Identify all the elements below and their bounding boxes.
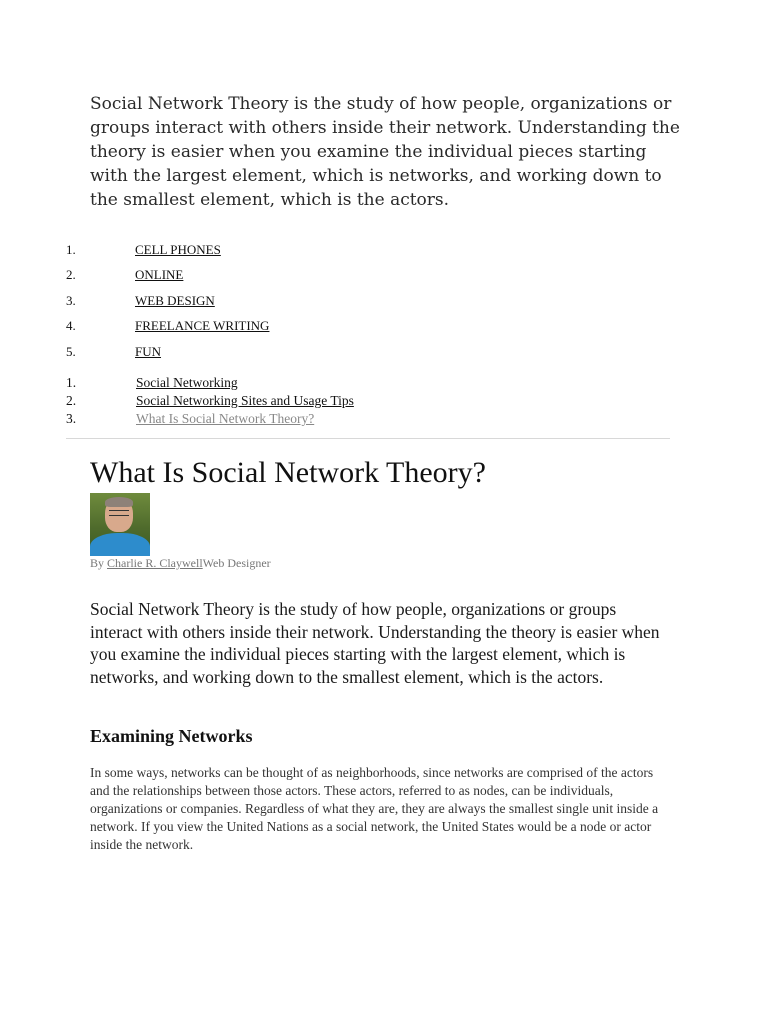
list-number: 1. <box>66 241 76 257</box>
avatar-hair <box>105 497 133 507</box>
list-item <box>66 263 466 289</box>
category-link-fun[interactable]: FUN <box>135 343 162 359</box>
breadcrumb-item <box>66 374 566 392</box>
breadcrumb <box>66 374 566 428</box>
byline <box>90 556 271 571</box>
avatar-shirt <box>90 533 150 556</box>
list-item <box>66 288 466 314</box>
list-item <box>66 314 466 340</box>
list-number: 3. <box>66 292 76 308</box>
list-number: 2. <box>66 267 76 283</box>
page-title: What Is Social Network Theory? <box>90 456 486 489</box>
author-role: Web Designer <box>202 556 271 570</box>
category-link-online[interactable]: ONLINE <box>135 267 184 283</box>
category-list <box>66 237 466 365</box>
breadcrumb-link-social-networking[interactable]: Social Networking <box>136 375 238 390</box>
avatar-glasses <box>109 510 129 516</box>
list-item <box>66 237 466 263</box>
category-link-cell-phones[interactable]: CELL PHONES <box>135 241 221 257</box>
section-heading: Examining Networks <box>90 726 253 746</box>
article-lede: Social Network Theory is the study of how people, organizations or groups interact with others inside their network. Understanding the theory is easier when you examine the individual pieces starting with the largest element, which is networks, and working down to the smallest element, which is the actors. <box>90 599 660 687</box>
divider <box>66 438 670 439</box>
category-link-freelance-writing[interactable]: FREELANCE WRITING <box>135 318 270 334</box>
list-number: 5. <box>66 343 76 359</box>
breadcrumb-link-sites-and-tips[interactable]: Social Networking Sites and Usage Tips <box>136 393 354 408</box>
byline-prefix: By <box>90 556 105 570</box>
breadcrumb-item <box>66 410 566 428</box>
author-avatar[interactable] <box>90 493 150 556</box>
article-body: In some ways, networks can be thought of as neighborhoods, since networks are comprised of the actors and the relationships between those actors. These actors, referred to as nodes, can be individuals, organizations or companies. Regardless of what they are, they are always the smallest single unit inside a network. If you view the United Nations as a social network, the United States would be a node or actor inside the network. <box>90 765 659 852</box>
list-number: 1. <box>66 375 77 390</box>
breadcrumb-link-current[interactable]: What Is Social Network Theory? <box>136 411 315 426</box>
category-link-web-design[interactable]: WEB DESIGN <box>135 292 215 308</box>
intro-paragraph: Social Network Theory is the study of how people, organizations or groups interact with others inside their network. Understanding the theory is easier when you examine the individual pieces starting with the largest element, which is networks, and working down to the smallest element, which is the actors. <box>90 94 680 210</box>
list-number: 3. <box>66 411 77 426</box>
list-item <box>66 339 466 365</box>
breadcrumb-item <box>66 392 566 410</box>
list-number: 2. <box>66 393 77 408</box>
author-link[interactable]: Charlie R. Claywell <box>107 556 203 570</box>
list-number: 4. <box>66 318 76 334</box>
